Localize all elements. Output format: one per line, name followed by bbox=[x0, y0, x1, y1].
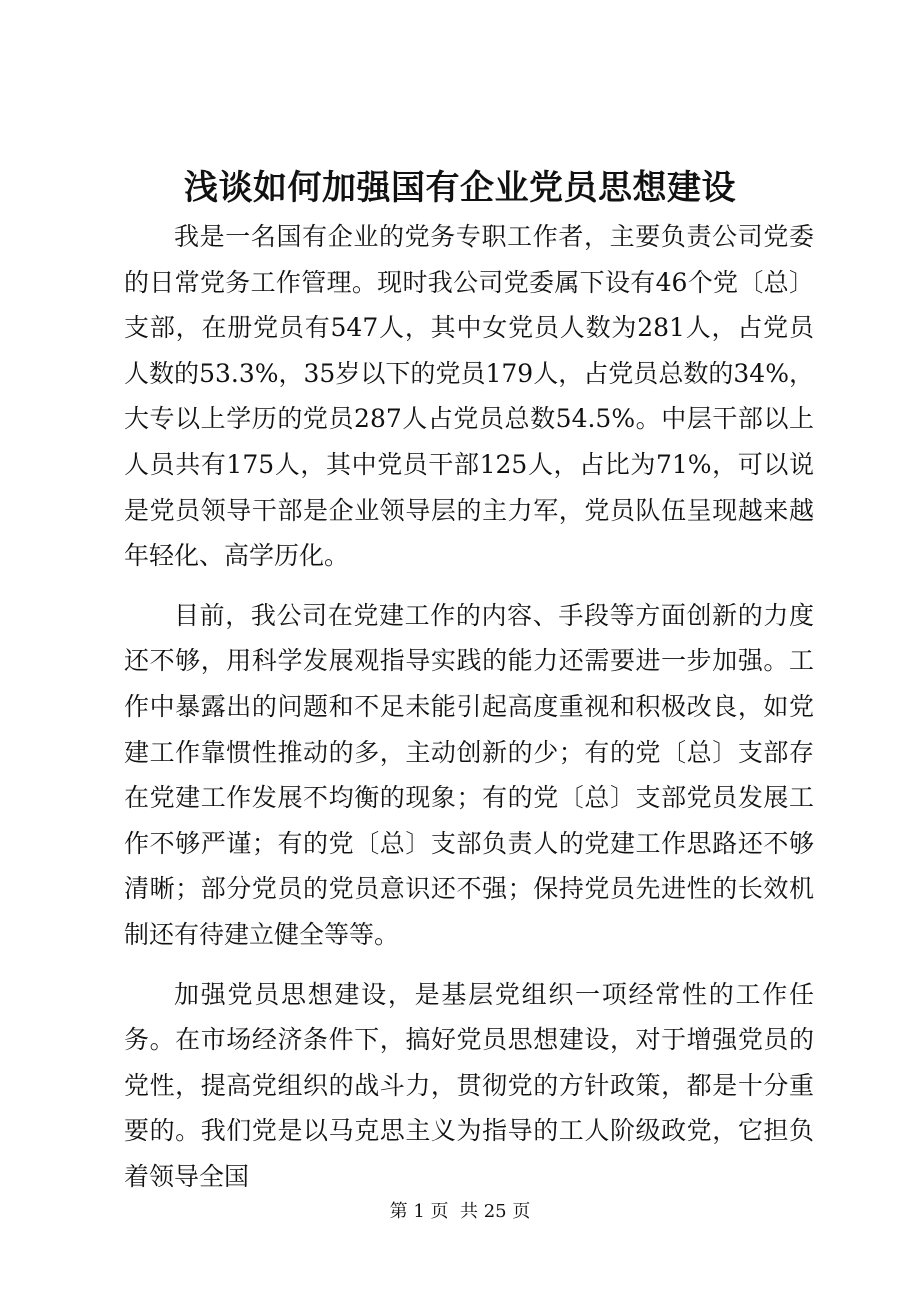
paragraph-3: 加强党员思想建设，是基层党组织一项经常性的工作任务。在市场经济条件下，搞好党员思想建设，对于增强党员的党性，提高党组织的战斗力，贯彻党的方针政策，都是十分重要的。我们党是以马克思主义为指导的工人阶级政党，它担负着领导全国 bbox=[124, 979, 814, 1191]
document-title: 浅谈如何加强国有企业党员思想建设 bbox=[184, 168, 736, 208]
paragraph-1: 我是一名国有企业的党务专职工作者，主要负责公司党委的日常党务工作管理。现时我公司党委属下设有46个党〔总〕支部，在册党员有547人，其中女党员人数为281人，占党员人数的53.3%，35岁以下的党员179人，占党员总数的34%，大专以上学历的党员287人占党员总数54.5%。中层干部以上人员共有175人，其中党员干部125人，占比为71%，可以说是党员领导干部是企业领导层的主力军，党员队伍呈现越来越年轻化、高学历化。 bbox=[124, 222, 814, 571]
document-body bbox=[124, 214, 814, 1199]
page-number-label: 第 1 页 共 25 页 bbox=[389, 1201, 531, 1222]
paragraph-2: 目前，我公司在党建工作的内容、手段等方面创新的力度还不够，用科学发展观指导实践的能力还需要进一步加强。工作中暴露出的问题和不足未能引起高度重视和积极改良，如党建工作靠惯性推动的多，主动创新的少；有的党〔总〕支部存在党建工作发展不均衡的现象；有的党〔总〕支部党员发展工作不够严谨；有的党〔总〕支部负责人的党建工作思路还不够清晰；部分党员的党员意识还不强；保持党员先进性的长效机制还有待建立健全等等。 bbox=[124, 600, 814, 949]
page-footer bbox=[0, 1200, 920, 1224]
